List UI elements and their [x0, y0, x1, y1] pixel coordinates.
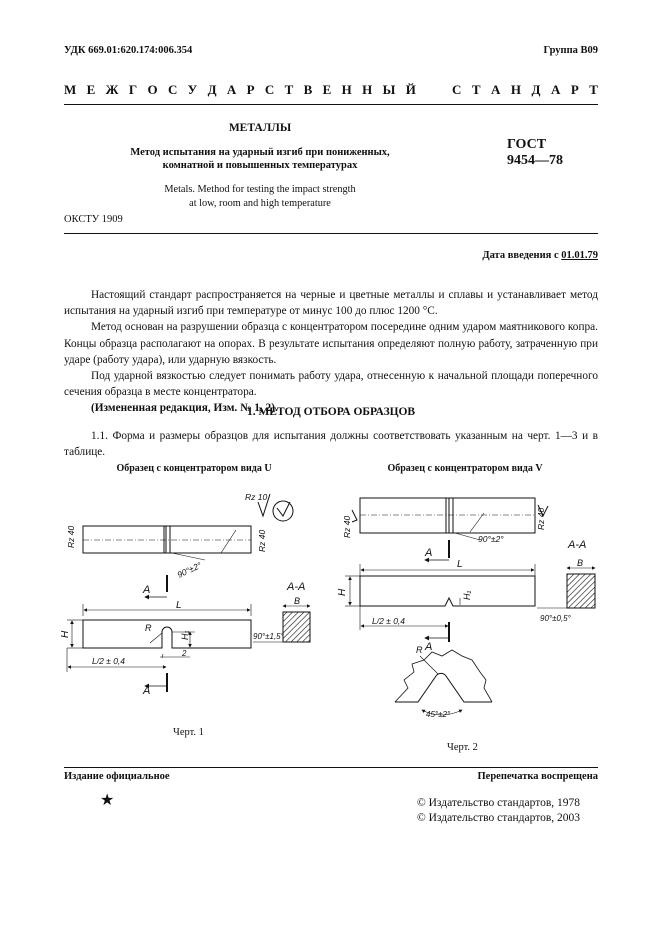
banner-right	[452, 82, 598, 98]
banner-letter: С	[452, 82, 462, 97]
banner-letter: У	[187, 82, 198, 97]
banner-letter: Е	[86, 82, 96, 97]
paragraph-method: Метод основан на разрушении образца с концентратором посередине одним ударом маятникового копра. Концы образца располагают на опорах. В результате испытания определяют полную работу, затраченную при ударе (работу удара), или ударную вязкость.	[64, 321, 598, 366]
fig1-a-bottom-label: А	[143, 685, 151, 697]
banner-letter: Д	[531, 82, 541, 97]
banner-letter: Н	[362, 82, 373, 97]
gost-number: 9454—78	[507, 153, 563, 168]
body-text	[64, 287, 598, 417]
banner-letter: Н	[341, 82, 352, 97]
fig1-a-top-label: А	[143, 584, 151, 596]
gost-block	[507, 137, 563, 169]
fig1-caption: Образец с концентратором вида U	[116, 463, 272, 474]
banner-letter: Р	[246, 82, 255, 97]
paragraph-amendment: (Измененная редакция, Изм. № 1, 2).	[91, 402, 278, 415]
banner-letter: А	[226, 82, 237, 97]
fig1-notch-width-label: 2	[182, 649, 187, 658]
title-ru-line1: Метод испытания на ударный изгиб при пониженных,	[130, 147, 390, 158]
banner-letter: Й	[405, 82, 416, 97]
paragraph-scope: Настоящий стандарт распространяется на черные и цветные металлы и сплавы и устанавливает метод испытания на ударный изгиб при температуре от минус 100 до плюс 1200 °С.	[64, 289, 598, 318]
banner-letter: Д	[207, 82, 217, 97]
banner-letter: В	[303, 82, 313, 97]
fig2-caption: Образец с концентратором вида V	[387, 463, 543, 474]
banner-letter: Е	[322, 82, 332, 97]
fig1-section-view	[283, 612, 310, 642]
fig2-b-label: В	[577, 558, 584, 568]
title-en	[100, 183, 420, 210]
gost-label: ГОСТ	[507, 137, 547, 152]
fig2-h-label: H	[337, 588, 348, 596]
fig2-label: Черт. 2	[447, 742, 478, 753]
fig1-label: Черт. 1	[173, 727, 204, 738]
fig1-half-length-label: L/2 ± 0,4	[92, 656, 126, 666]
fig2-top-view	[360, 498, 535, 533]
fig1-h1-label: H₁	[180, 630, 190, 640]
fig2-half-length-label: L/2 ± 0,4	[372, 616, 406, 626]
fig1-top-view	[83, 526, 251, 553]
title-ru-line2: комнатной и повышенных температурах	[162, 160, 358, 171]
banner-letter: О	[147, 82, 158, 97]
fig1-l-label: L	[176, 600, 182, 611]
fig2-section-title: А-А	[568, 539, 587, 551]
banner-letter: М	[64, 82, 77, 97]
banner-letter: Р	[570, 82, 579, 97]
fig2-l-label: L	[457, 559, 463, 570]
footer-rule	[64, 767, 598, 768]
fig2-section-angle-label: 90°±0,5°	[540, 614, 571, 623]
banner-left	[64, 82, 416, 98]
fig2-rz40-right-label: Rz 40	[536, 507, 546, 530]
fig2-a-top-label: А	[425, 547, 433, 559]
oksty-code: ОКСТУ 1909	[64, 214, 123, 225]
fig1-section-angle-label: 90°±1,5°	[253, 632, 284, 641]
star-icon: ★	[100, 792, 115, 809]
banner-letter: Н	[510, 82, 522, 97]
fig1-angle-label: 90°±2°	[175, 559, 204, 580]
title-en-line2: at low, room and high temperature	[189, 197, 331, 209]
banner-rule	[64, 104, 598, 105]
fig2-front-view	[360, 576, 535, 606]
official-edition: Издание официальное	[64, 771, 170, 782]
paragraph-1-1: 1.1. Форма и размеры образцов для испытания должны соответствовать указанным на черт. 1—3 и в таблице.	[64, 430, 598, 459]
copyright-block	[417, 796, 580, 826]
fig2-rz40-left-label: Rz 40	[342, 515, 352, 538]
group-code: Группа В09	[543, 45, 598, 56]
category-title: МЕТАЛЛЫ	[228, 122, 292, 134]
banner-letter: Т	[471, 82, 481, 97]
title-en-line1: Metals. Method for testing the impact strength	[164, 184, 356, 195]
fig2-r-label: R	[416, 645, 423, 655]
fig2-a-bottom-label: А	[425, 641, 433, 653]
banner-letter: А	[491, 82, 501, 97]
udk-code: УДК 669.01:620.174:006.354	[64, 45, 193, 56]
intro-date-value: 01.01.79	[561, 250, 598, 261]
copyright-2003: © Издательство стандартов, 2003	[417, 812, 581, 824]
fig1-b-label: В	[294, 596, 301, 606]
section-title: 1. МЕТОД ОТБОРА ОБРАЗЦОВ	[246, 406, 416, 418]
banner-letter: С	[167, 82, 178, 97]
copyright-1978: © Издательство стандартов, 1978	[417, 797, 581, 809]
roughness-circle-icon	[273, 501, 293, 521]
fig1-r-label: R	[145, 623, 152, 633]
fig2-h1-label: H₁	[462, 590, 472, 600]
fig2-angle-label: 90°±2°	[478, 534, 504, 544]
banner-letter: Т	[589, 82, 598, 97]
intro-date-label: Дата введения с	[482, 250, 562, 261]
title-rule	[64, 233, 598, 234]
banner-letter: Ы	[382, 82, 396, 97]
banner-letter: С	[264, 82, 275, 97]
fig1-rz40-right-label: Rz 40	[257, 529, 267, 552]
fig2-notch-angle-label: 45°±2°	[426, 710, 451, 719]
banner-letter: Г	[128, 82, 138, 97]
intro-date	[482, 250, 598, 261]
fig1-h-label: H	[60, 630, 71, 638]
fig1-rz40-left-label: Rz 40	[66, 525, 76, 548]
fig2-section-view	[567, 574, 595, 608]
reprint-notice: Перепечатка воспрещена	[477, 771, 598, 782]
fig2-notch-detail	[395, 650, 492, 702]
standard-banner	[64, 82, 598, 98]
banner-letter: А	[550, 82, 561, 97]
paragraph-definition: Под ударной вязкостью следует понимать работу удара, отнесенную к начальной площади поперечного сечения образца в месте концентратора.	[64, 370, 598, 399]
fig1-section-title: А-А	[287, 581, 306, 593]
banner-letter: Т	[284, 82, 294, 97]
title-ru	[100, 146, 420, 172]
banner-letter: Ж	[105, 82, 119, 97]
technical-drawings	[0, 480, 661, 760]
fig2-drawing	[345, 498, 595, 715]
fig1-front-view	[83, 620, 251, 648]
fig1-rz10-label: Rz 10	[245, 492, 268, 502]
